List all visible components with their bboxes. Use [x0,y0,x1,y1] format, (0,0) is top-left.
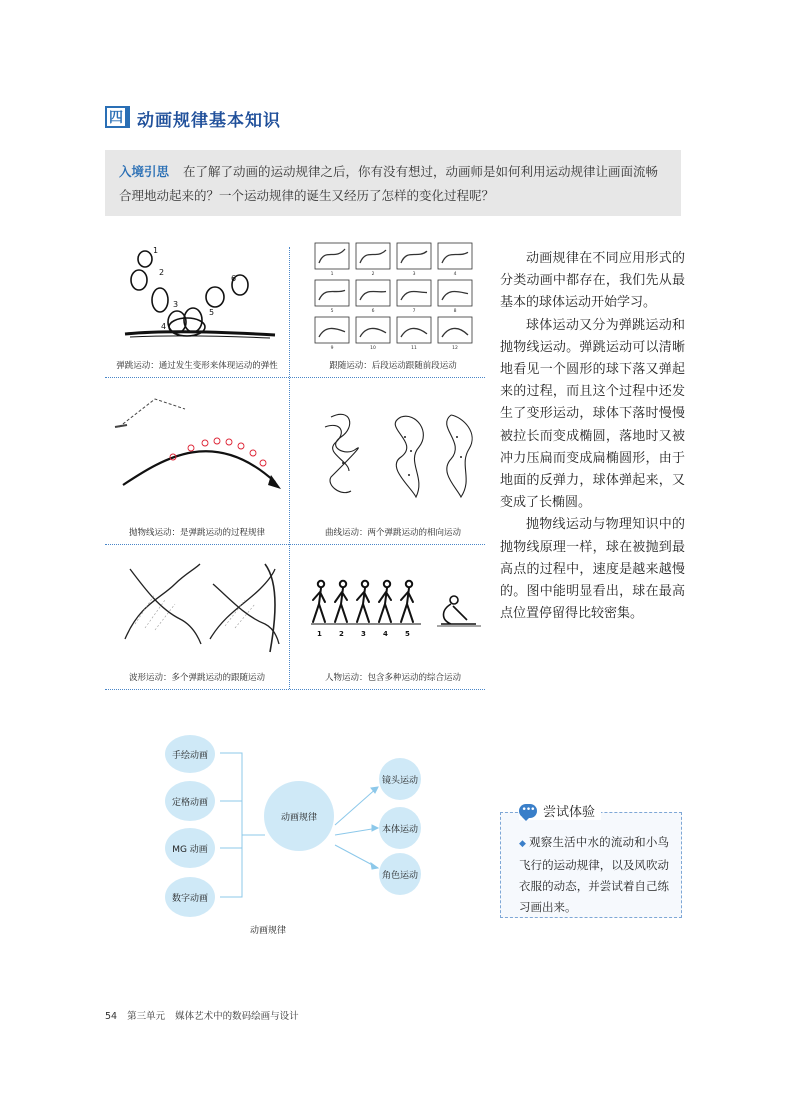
mindmap-node-right: 本体运动 [379,807,421,849]
footer-title: 媒体艺术中的数码绘画与设计 [175,1011,299,1022]
bounce-frame-number: 5 [209,308,215,317]
figure-caption: 曲线运动：两个弹跳运动的相向运动 [324,528,461,538]
follow-panel [397,243,431,269]
figure-walk [301,544,485,689]
walker-frame-number: 2 [339,630,344,638]
bounce-frame-number: 1 [153,246,159,255]
follow-panel-number: 2 [371,272,375,277]
follow-panel-number: 7 [412,309,416,314]
figure-parabola [105,387,289,544]
figure-curve [301,387,485,544]
walker-frame-number: 1 [317,630,322,638]
follow-panel [315,243,349,269]
footer-unit: 第三单元 [127,1011,166,1022]
follow-panel [438,317,472,343]
mindmap-node-center: 动画规律 [264,781,334,851]
mindmap-node-left: 数字动画 [165,877,215,917]
body-paragraph: 动画规律在不同应用形式的分类动画中都存在，我们先从最基本的球体运动开始学习。 [500,251,685,311]
intro-text: 在了解了动画的运动规律之后，你有没有想过，动画师是如何利用运动规律让画面流畅合理地动起来的？一个运动规律的诞生又经历了怎样的变化过程呢？ [119,164,659,203]
follow-panel-number: 1 [330,272,334,277]
grid-divider [105,377,485,378]
follow-panel-number: 10 [370,346,376,351]
follow-panel-number: 3 [412,272,416,277]
follow-panel [438,243,472,269]
walker-head [340,581,346,587]
figure-caption: 波形运动：多个弹跳运动的跟随运动 [128,673,265,683]
diamond-bullet-icon: ◆ [519,839,527,849]
walker-head [318,581,324,587]
walker-frame-number: 3 [361,630,366,638]
mind-map-caption: 动画规律 [250,926,287,936]
figure-follow [301,237,485,377]
page-number: 54 [105,1011,118,1022]
walker-body [401,588,413,622]
follow-panel-number: 5 [330,309,334,314]
walker-frame-number: 5 [405,630,410,638]
walker-head [362,581,368,587]
curve-illustration [301,387,485,517]
walk-illustration [301,544,485,662]
grid-divider [105,689,485,690]
mindmap-node-right: 镜头运动 [379,758,421,800]
intro-label: 入境引思 [119,164,170,179]
mindmap-node-left: 手绘动画 [165,735,215,773]
follow-panel [356,317,390,343]
figure-caption: 跟随运动：后段运动跟随前段运动 [329,361,457,371]
mindmap-node-left: MG 动画 [165,828,215,868]
figure-caption: 弹跳运动：通过发生变形来体现运动的弹性 [116,361,278,371]
follow-panel [315,317,349,343]
speech-bubble-icon: ••• [519,804,537,818]
follow-panel [356,243,390,269]
follow-panel-number: 4 [453,272,457,277]
parabola-illustration [105,387,289,517]
follow-panel-number: 6 [371,309,375,314]
follow-panel [315,280,349,306]
bounce-frame-number: 2 [159,268,165,277]
body-paragraph: 球体运动又分为弹跳运动和抛物线运动。弹跳运动可以清晰地看见一个圆形的球下落又弹起来的过程，而且这个过程中还发生了变形运动，球体下落时慢慢被拉长而变成椭圆，落地时又被冲力压扁而变成扁椭圆形，由于地面的反弹力，球体弹起来，又变成了长椭圆。 [500,317,685,511]
mindmap-node-right: 角色运动 [379,853,421,895]
walker-head [384,581,390,587]
mind-map [160,735,460,915]
follow-panel-number: 11 [411,346,417,351]
section-title: 动画规律基本知识 [137,111,281,131]
bounce-frame-number: 6 [231,274,237,283]
section-number-badge: 四 [105,106,127,128]
follow-panel-number: 12 [452,346,458,351]
mindmap-node-left: 定格动画 [165,781,215,821]
follow-illustration [301,237,485,357]
page-footer [105,1008,309,1022]
try-text: ◆ 观察生活中水的流动和小鸟飞行的运动规律，以及风吹动衣服的动态，并尝试着自己练习画出来。 [519,835,670,914]
figure-grid [105,247,485,689]
walker-body [379,588,391,622]
follow-panel-number: 9 [330,346,334,351]
walker-frame-number: 4 [383,630,388,638]
follow-panel [356,280,390,306]
figure-wave [105,544,289,689]
follow-panel [397,317,431,343]
try-title: ••• 尝试体验 [519,801,601,820]
bounce-frame-number: 4 [161,322,167,331]
wave-illustration [105,544,289,662]
walker-body [313,588,325,622]
walker-body [335,588,347,622]
walker-body [357,588,369,622]
bounce-illustration [105,237,289,357]
bounce-frame-number: 3 [173,300,179,309]
figure-caption: 人物运动：包含多种运动的综合运动 [324,673,461,683]
body-paragraph: 抛物线运动与物理知识中的抛物线原理一样，球在被抛到最高点的过程中，速度是越来越慢的。图中能明显看出，球在最高点位置停留得比较密集。 [500,517,685,622]
figure-caption: 抛物线运动：是弹跳运动的过程规律 [128,528,265,538]
grid-vertical-divider [289,247,290,689]
walker-head [406,581,412,587]
figure-bounce [105,237,289,377]
intro-box [105,150,681,216]
body-text [500,248,685,625]
follow-panel-number: 8 [453,309,457,314]
